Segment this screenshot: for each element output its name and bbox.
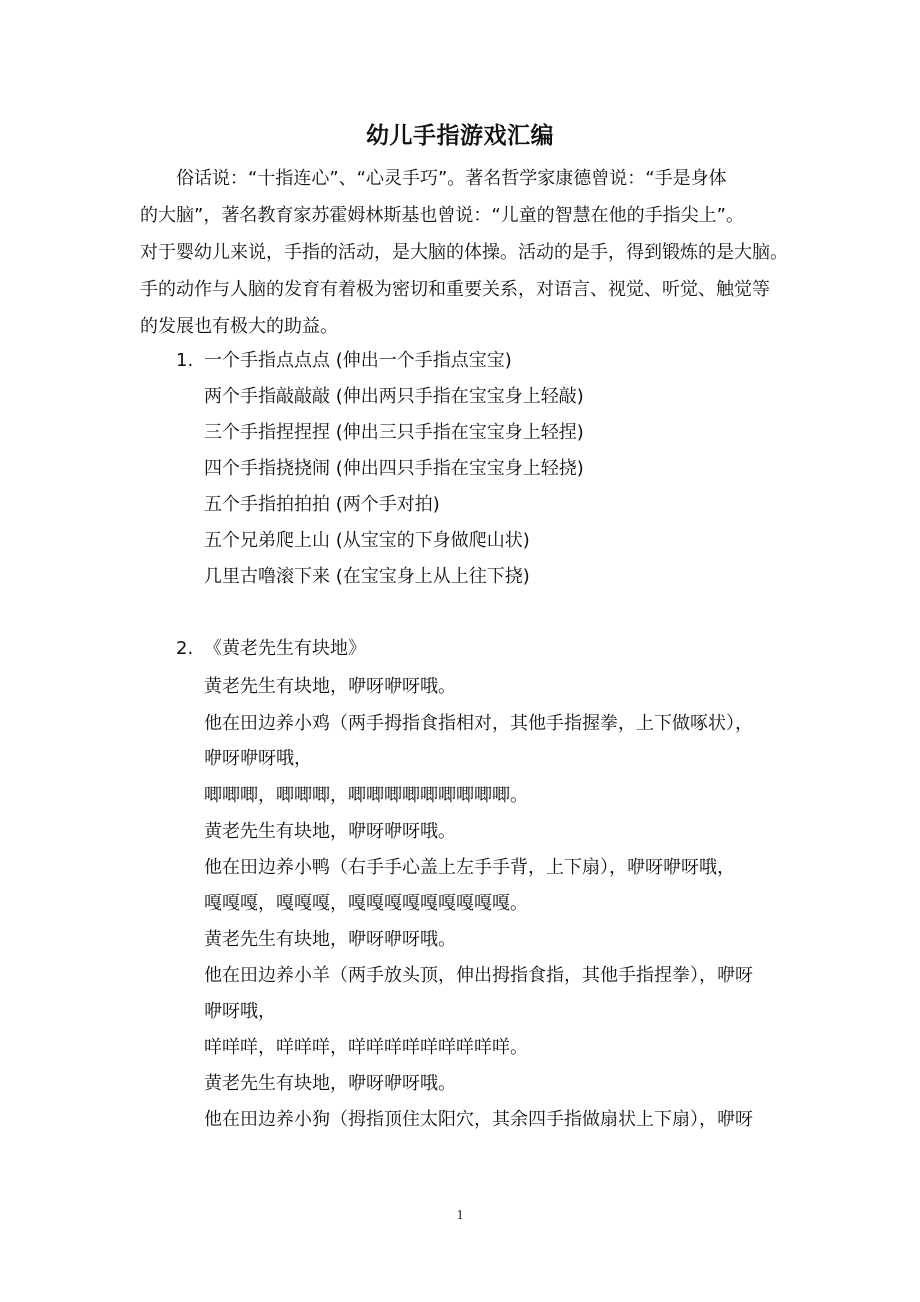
section-2-line: 黄老先生有块地，咿呀咿呀哦。 xyxy=(204,929,456,950)
intro-line: 的发展也有极大的助益。 xyxy=(140,316,338,337)
section-1-first-line xyxy=(176,350,512,372)
intro-line: 的大脑”，著名教育家苏霍姆林斯基也曾说：“儿童的智慧在他的手指尖上”。 xyxy=(140,205,744,226)
section-2-number: 2. xyxy=(176,638,194,659)
section-2-line: 黄老先生有块地，咿呀咿呀哦。 xyxy=(204,821,456,842)
section-1-line: 三个手指捏捏捏 (伸出三只手指在宝宝身上轻捏) xyxy=(204,422,584,443)
section-1-line: 两个手指敲敲敲 (伸出两只手指在宝宝身上轻敲) xyxy=(204,386,584,407)
section-2-line: 他在田边养小狗（拇指顶住太阳穴，其余四手指做扇状上下扇），咿呀 xyxy=(204,1109,753,1130)
document-title: 幼儿手指游戏汇编 xyxy=(366,123,554,149)
section-2-line: 他在田边养小鸡（两手拇指食指相对，其他手指握拳，上下做啄状）， xyxy=(204,713,753,734)
section-2-line: 咿呀咿呀哦， xyxy=(204,748,312,769)
section-2-line: 唧唧唧，唧唧唧，唧唧唧唧唧唧唧唧唧。 xyxy=(204,785,528,806)
section-2-text: 《黄老先生有块地》 xyxy=(204,638,366,659)
intro-line: 手的动作与人脑的发育有着极为密切和重要关系，对语言、视觉、听觉、触觉等 xyxy=(140,279,770,300)
section-1-line: 五个兄弟爬上山 (从宝宝的下身做爬山状) xyxy=(204,530,530,551)
section-2-line: 他在田边养小鸭（右手手心盖上左手手背，上下扇），咿呀咿呀哦， xyxy=(204,857,735,878)
section-2-line: 黄老先生有块地，咿呀咿呀哦。 xyxy=(204,676,456,697)
section-1-line: 五个手指拍拍拍 (两个手对拍) xyxy=(204,494,440,515)
section-1-line: 四个手指挠挠闹 (伸出四只手指在宝宝身上轻挠) xyxy=(204,458,584,479)
section-2-line: 咿呀哦， xyxy=(204,1001,276,1022)
section-1-number: 1. xyxy=(176,350,194,371)
section-2-line: 咩咩咩，咩咩咩，咩咩咩咩咩咩咩咩咩。 xyxy=(204,1037,528,1058)
section-1-text: 一个手指点点点 (伸出一个手指点宝宝) xyxy=(204,350,512,371)
intro-line: 俗话说：“十指连心”、“心灵手巧”。著名哲学家康德曾说：“手是身体 xyxy=(176,168,727,189)
page-number: 1 xyxy=(456,1208,464,1223)
section-1-line: 几里古噜滚下来 (在宝宝身上从上往下挠) xyxy=(204,566,530,587)
intro-line: 对于婴幼儿来说，手指的活动，是大脑的体操。活动的是手，得到锻炼的是大脑。 xyxy=(140,242,788,263)
section-2-line: 嘎嘎嘎，嘎嘎嘎，嘎嘎嘎嘎嘎嘎嘎嘎嘎。 xyxy=(204,893,528,914)
section-2-line: 他在田边养小羊（两手放头顶，伸出拇指食指，其他手指捏拳），咿呀 xyxy=(204,965,753,986)
section-2-line: 黄老先生有块地，咿呀咿呀哦。 xyxy=(204,1073,456,1094)
section-2-first-line xyxy=(176,638,366,660)
